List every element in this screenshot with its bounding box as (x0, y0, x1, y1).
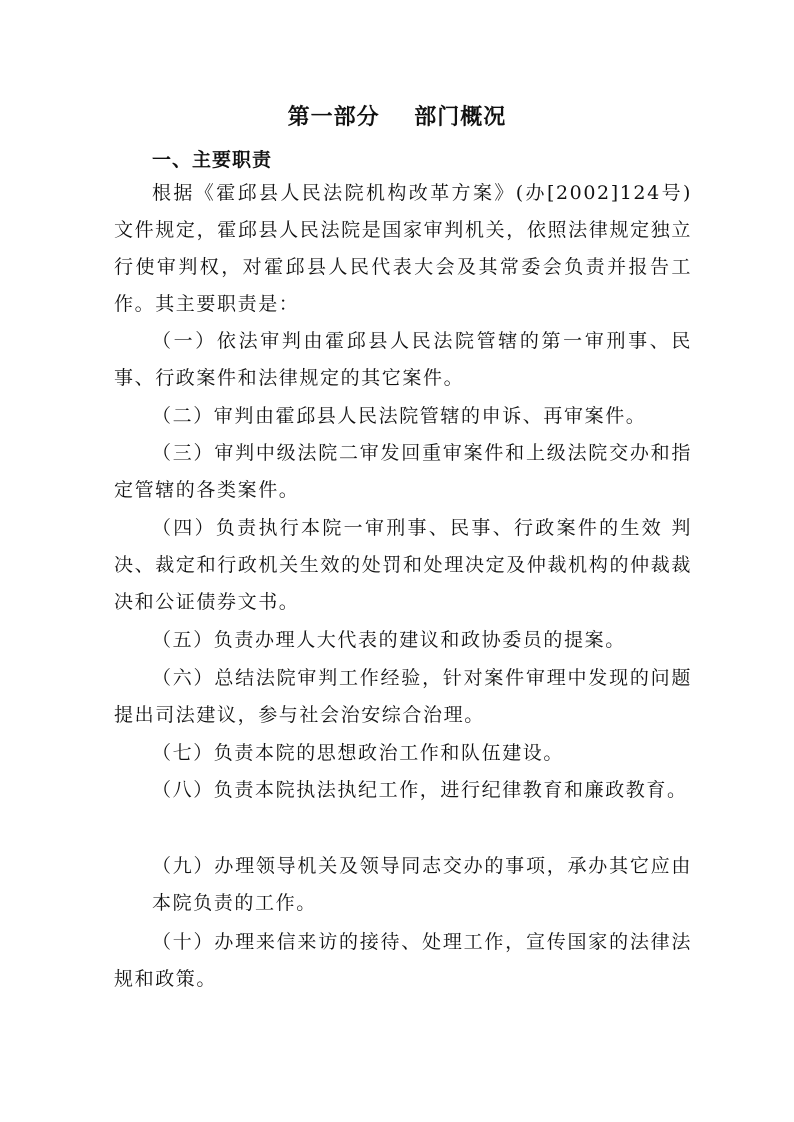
duty-item-1: （一）依法审判由霍邱县人民法院管辖的第一审刑事、民事、行政案件和法律规定的其它案件。 (114, 330, 692, 389)
intro-paragraph: 根据《霍邱县人民法院机构改革方案》(办[2002]124号)文件规定，霍邱县人民法院是国家审判机关，依照法律规定独立行使审判权，对霍邱县人民代表大会及其常委会负责并报告工作。其主要职责是： (114, 182, 692, 315)
section-heading: 一、主要职责 (152, 149, 273, 171)
duty-item-3: （三）审判中级法院二审发回重审案件和上级法院交办和指定管辖的各类案件。 (114, 442, 692, 501)
duty-item-7: （七）负责本院的思想政治工作和队伍建设。 (152, 742, 565, 764)
duty-item-5: （五）负责办理人大代表的建议和政协委员的提案。 (152, 629, 626, 651)
duty-item-8: （八）负责本院执法执纪工作，进行纪律教育和廉政教育。 (152, 779, 688, 801)
page-title: 第一部分 部门概况 (287, 105, 507, 130)
duty-item-2: （二）审判由霍邱县人民法院管辖的申诉、再审案件。 (152, 405, 647, 427)
duty-item-10: （十）办理来信来访的接待、处理工作，宣传国家的法律法规和政策。 (114, 931, 692, 990)
duty-item-6: （六）总结法院审判工作经验，针对案件审理中发现的问题提出司法建议，参与社会治安综合治理。 (114, 667, 692, 726)
duty-item-4: （四）负责执行本院一审刑事、民事、行政案件的生效 判决、裁定和行政机关生效的处罚和处理决定及仲裁机构的仲裁裁决和公证债券文书。 (114, 517, 692, 613)
duty-item-9: （九）办理领导机关及领导同志交办的事项，承办其它应由本院负责的工作。 (152, 855, 692, 914)
